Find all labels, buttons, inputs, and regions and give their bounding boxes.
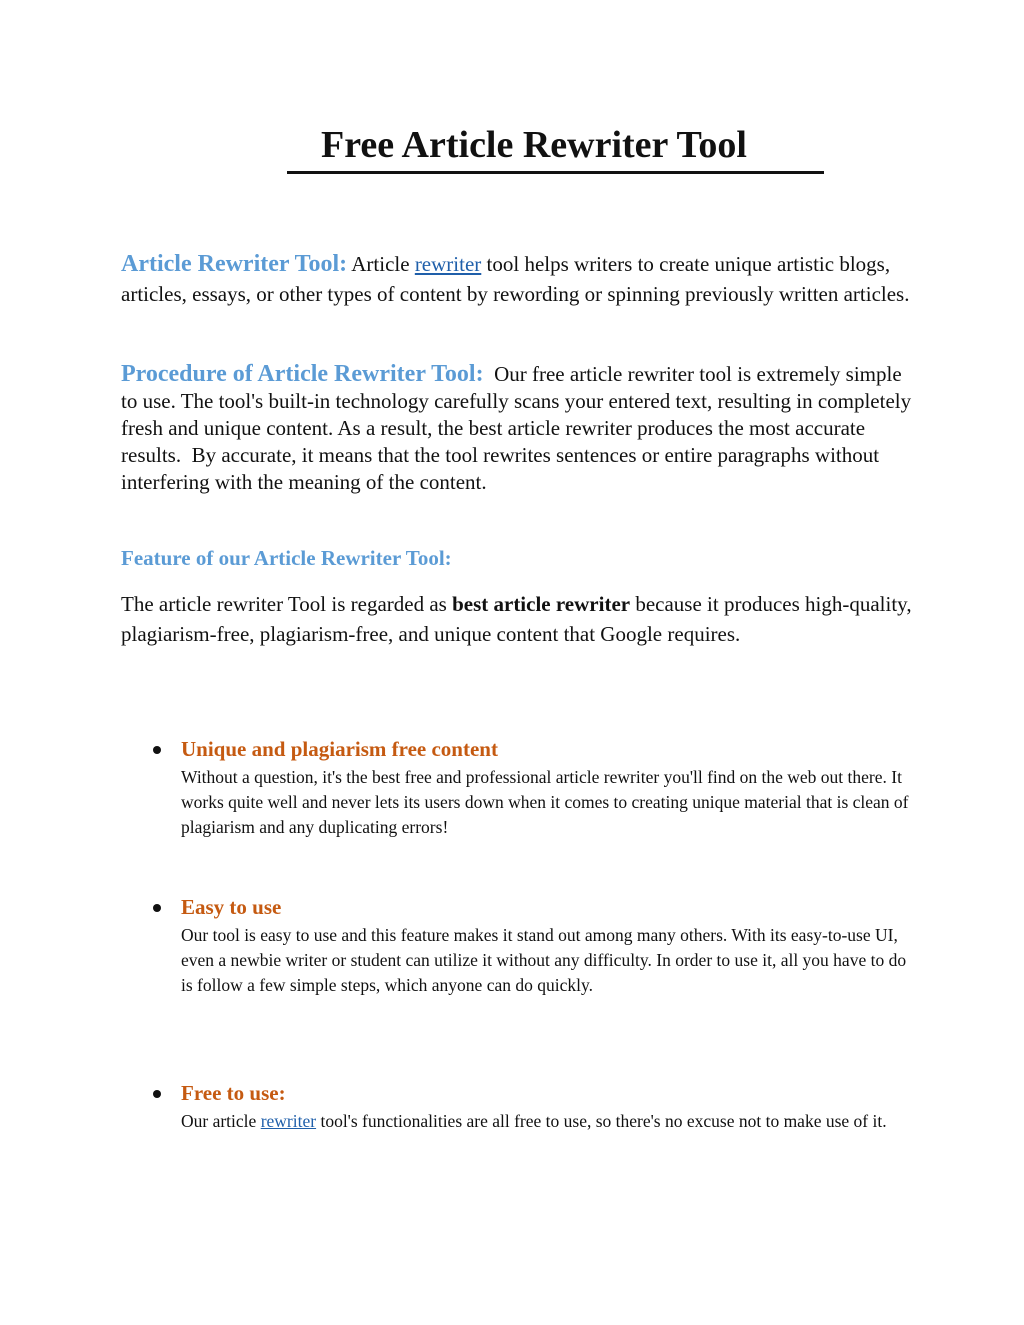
rewriter-link[interactable]: rewriter (414, 252, 482, 276)
feature-text-rest: because it produces high-quality, plagiarism-free, plagiarism-free, and unique content that Google requires. (121, 592, 912, 646)
title-underline (287, 171, 824, 174)
list-item-body (181, 1109, 911, 1134)
feature-text-start: The article rewriter Tool is regarded as (121, 592, 453, 616)
bullet-icon (153, 1090, 161, 1098)
procedure-text: Our free article rewriter tool is extremely simple to use. The tool's built-in technology carefully scans your entered text, resulting in completely fresh and unique content. As a result, the best article rewriter produces the most accurate results. By accurate, it means that the tool rewrites sentences or entire paragraphs without interfering with the meaning of the content. (121, 362, 917, 494)
procedure-lead: Procedure of Article Rewriter Tool: (121, 361, 484, 387)
feature-heading: Feature of our Article Rewriter Tool: (121, 546, 452, 570)
bullet-icon (153, 746, 161, 754)
list-item-body-rest: tool's functionalities are all free to use, so there's no excuse not to make use of it. (316, 1111, 887, 1131)
feature-bold-phrase: best article rewriter (452, 592, 631, 616)
procedure-paragraph (121, 361, 921, 496)
list-item-body-start: Our article (181, 1111, 261, 1131)
list-item-title: Unique and plagiarism free content (181, 737, 498, 761)
bullet-icon (153, 904, 161, 912)
intro-text-rest: tool helps writers to create unique artistic blogs, articles, essays, or other types of content by rewording or spinning previously written articles. (121, 252, 910, 306)
list-item-body: Without a question, it's the best free and professional article rewriter you'll find on the web out there. It works quite well and never lets its users down when it comes to creating unique material that is clean of plagiarism and any duplicating errors! (181, 767, 909, 837)
intro-lead: Article Rewriter Tool: (121, 251, 348, 277)
rewriter-link[interactable]: rewriter (260, 1111, 317, 1131)
list-item-title: Free to use: (181, 1081, 286, 1105)
feature-paragraph (121, 590, 921, 649)
list-item-body: Our tool is easy to use and this feature makes it stand out among many others. With its easy-to-use UI, even a newbie writer or student can utilize it without any difficulty. In order to use it, all you have to do is follow a few simple steps, which anyone can do quickly. (181, 925, 907, 995)
list-item-title: Easy to use (181, 895, 282, 919)
page-title: Free Article Rewriter Tool (321, 124, 747, 166)
intro-paragraph (121, 250, 921, 309)
intro-text-start: Article (347, 252, 415, 276)
